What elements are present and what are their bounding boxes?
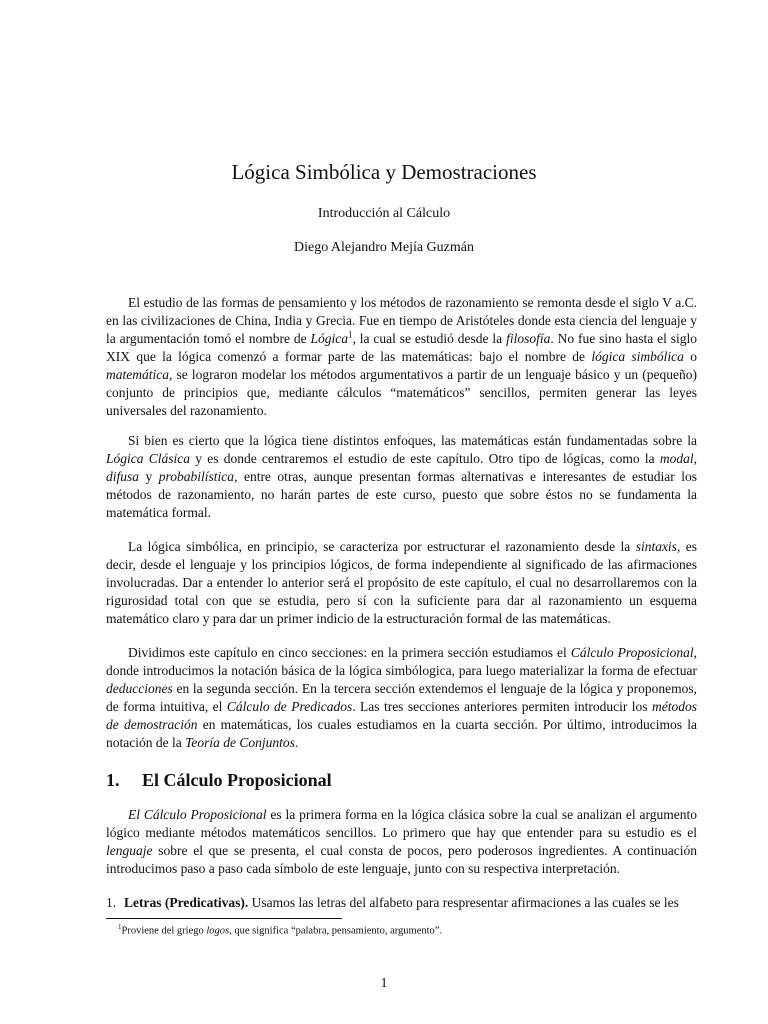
intro-paragraph-2: Si bien es cierto que la lógica tiene distintos enfoques, las matemáticas están fundamentadas sobre la Lógica Clásica y es donde centraremos el estudio de este capítulo. Otro tipo de lógicas, como la modal, difusa y probabilística, entre otras, aunque presentan formas alternativas e interesantes de estudiar los métodos de razonamiento, no harán partes de este curso, puesto que sobre éstos no se fundamenta la matemática formal. <box>106 433 698 520</box>
page-title: Lógica Simbólica y Demostraciones <box>231 160 537 184</box>
intro-paragraph-4: Dividimos este capítulo en cinco secciones: en la primera sección estudiamos el Cálculo Proposicional, donde introducimos la notación básica de la lógica simbólogica, para luego materializar la forma de efectuar deducciones en la segunda sección. En la tercera sección extendemos el lenguaje de la lógica y proponemos, de forma intuitiva, el Cálculo de Predicados. Las tres secciones anteriores permiten introducir los métodos de demostración en matemáticas, los cuales estudiamos en la cuarta sección. Por último, introducimos la notación de la Teoría de Conjuntos. <box>106 645 697 750</box>
list-item-term: Letras (Predicativas). <box>124 895 249 910</box>
footnote-mark: 1 <box>118 923 122 931</box>
intro-paragraph-1: El estudio de las formas de pensamiento y los métodos de razonamiento se remonta desde el siglo V a.C. en las civilizaciones de China, India y Grecia. Fue en tiempo de Aristóteles donde esta ciencia del lenguaje y la argumentación tomó el nombre de Lógica$^1$, la cual se estudió desde la filosofía. No fue sino hasta el siglo XIX que la lógica comenzó a formar parte de las matemáticas: bajo el nombre de lógica simbólica o matemática, se lograron modelar los métodos argumentativos a partir de un lenguaje básico y un (pequeño) conjunto de principios que, mediante cálculos “matemáticos” sencillos, permiten generar las leyes universales del razonamiento. <box>106 295 697 418</box>
list-item-number: 1. <box>106 895 117 910</box>
intro-paragraph-3: La lógica simbólica, en principio, se caracteriza por estructurar el razonamiento desde la sintaxis, es decir, desde el lenguaje y los principios lógicos, de forma independiente al significado de las afirmaciones involucradas. Dar a entender lo anterior será el propósito de este capítulo, el cual no desarrollaremos con la rigurosidad total con que se estudia, pero sí con la suficiente para dar al razonamiento un esquema matemático claro y para dar un primer indicio de la estructuración formal de las matemáticas. <box>106 539 698 626</box>
page-number: 1 <box>380 976 388 991</box>
page-subtitle: Introducción al Cálculo <box>317 206 451 221</box>
list-item-text: Usamos las letras del alfabeto para respresentar afirmaciones a las cuales se les <box>248 895 679 910</box>
footnote-reference: 1 <box>348 329 353 340</box>
list-item <box>106 894 697 912</box>
footnote-divider <box>106 918 342 919</box>
footnote: $^1$Proviene del griego logos, que significa “palabra, pensamiento, argumento”. <box>118 923 443 937</box>
section-title: El Cálculo Proposicional <box>142 770 332 790</box>
author-name: Diego Alejandro Mejía Guzmán <box>293 240 474 255</box>
section-number: 1. <box>106 770 120 790</box>
section-heading <box>106 770 332 791</box>
section-paragraph: El Cálculo Proposicional es la primera forma en la lógica clásica sobre la cual se analizan el argumento lógico mediante métodos matemáticos sencillos. Lo primero que hay que entender para su estudio es el lenguaje sobre el que se presenta, el cual consta de pocos, pero poderosos ingredientes. A continuación introducimos paso a paso cada símbolo de este lenguaje, junto con su respectiva interpretación. <box>106 807 697 876</box>
